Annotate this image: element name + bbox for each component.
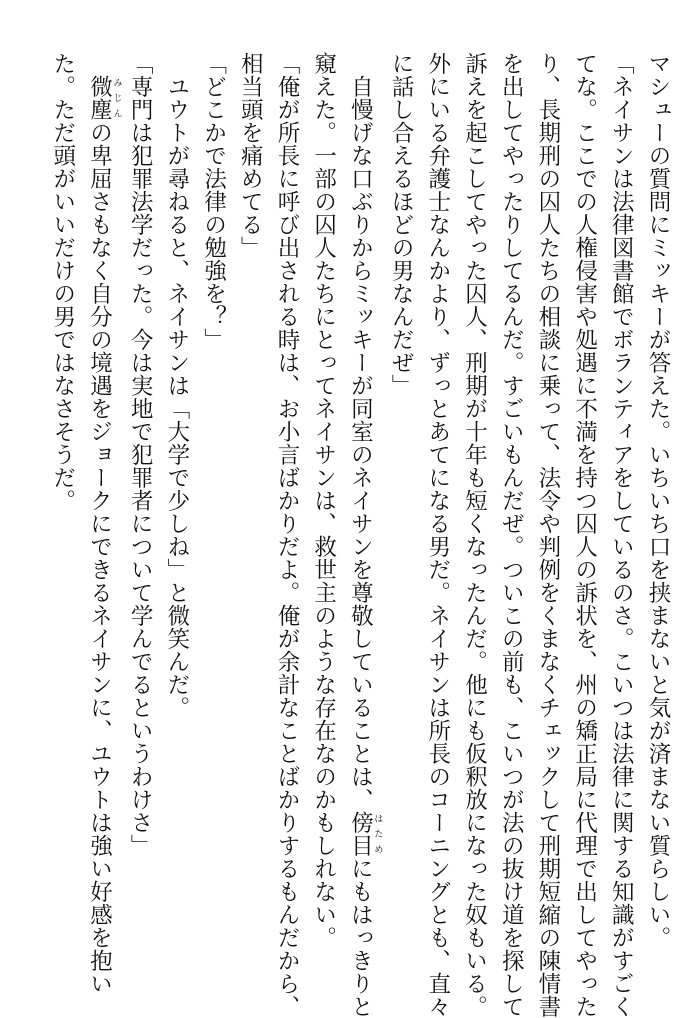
- text-line-9: [342, 52, 383, 1018]
- text-line-16: [81, 52, 122, 1012]
- text-line-16-end: の卑屈さもなく自分の境遇をジョークにできるネイサンに、ユウトは強い好感を抱い: [86, 121, 113, 995]
- text-line-10: 窺えた。一部の囚人たちにとってネイサンは、救世主のような存在なのかもしれない。: [310, 52, 337, 949]
- text-line-13: 「どこかで法律の勉強を？」: [200, 52, 227, 351]
- text-line-14: ユウトが尋ねると、ネイサンは「大学で少しね」と微笑んだ。: [163, 52, 190, 719]
- text-line-3: てな。ここでの人権侵害や処遇に不満を持つ囚人の訴状を、州の矯正局に代理で出してやった: [571, 52, 598, 1018]
- text-line-9-end: にもはっきりと: [347, 857, 374, 1018]
- text-line-15: 「専門は犯罪法学だった。今は実地で犯罪者について学んでるというわけさ」: [127, 52, 154, 857]
- ruby-hatame: [347, 811, 383, 857]
- text-line-7: 外にいる弁護士なんかより、ずっとあてになる男だ。ネイサンは所長のコーニングとも、直々: [424, 52, 451, 1018]
- ruby-base-mijin: 微塵: [86, 75, 113, 121]
- text-line-1: マシューの質問にミッキーが答えた。いちいち口を挟まないと気が済まない質らしい。: [645, 52, 671, 949]
- text-line-8: に話し合えるほどの男なんだぜ」: [388, 52, 415, 397]
- text-line-9-start: 自慢げな口ぶりからミッキーが同室のネイサンを尊敬していることは、: [347, 52, 374, 811]
- vertical-text-body: [16, 52, 676, 1018]
- text-line-12: 相当頭を痛めてる」: [237, 52, 264, 259]
- text-line-16-start: [86, 52, 112, 75]
- text-line-11: 「俺が所長に呼び出される時は、お小言ばかりだよ。俺が余計なことばかりするもんだから、: [273, 52, 300, 1018]
- text-line-2: 「ネイサンは法律図書館でボランティアをしているのさ。こいつは法律に関する知識がすごく: [608, 52, 635, 1018]
- text-line-5: を出してやったりしてるんだ。すごいもんだぜ。ついこの前も、こいつが法の抜け道を探して: [498, 52, 525, 1018]
- ruby-reading-mijin: みじん: [111, 75, 122, 121]
- text-line-6: 訴えを起こしてやった囚人、刑期が十年も短くなったんだ。他にも仮釈放になった奴もいる。: [461, 52, 488, 1018]
- text-line-4: り、長期刑の囚人たちの相談に乗って、法令や判例をくまなくチェックして刑期短縮の陳情書: [534, 52, 561, 1018]
- ruby-reading-hatame: はため: [372, 811, 383, 857]
- text-line-17: た。ただ頭がいいだけの男ではなさそうだ。: [49, 52, 76, 512]
- ruby-base-hatame: 傍目: [347, 811, 374, 857]
- ruby-mijin: [86, 75, 122, 121]
